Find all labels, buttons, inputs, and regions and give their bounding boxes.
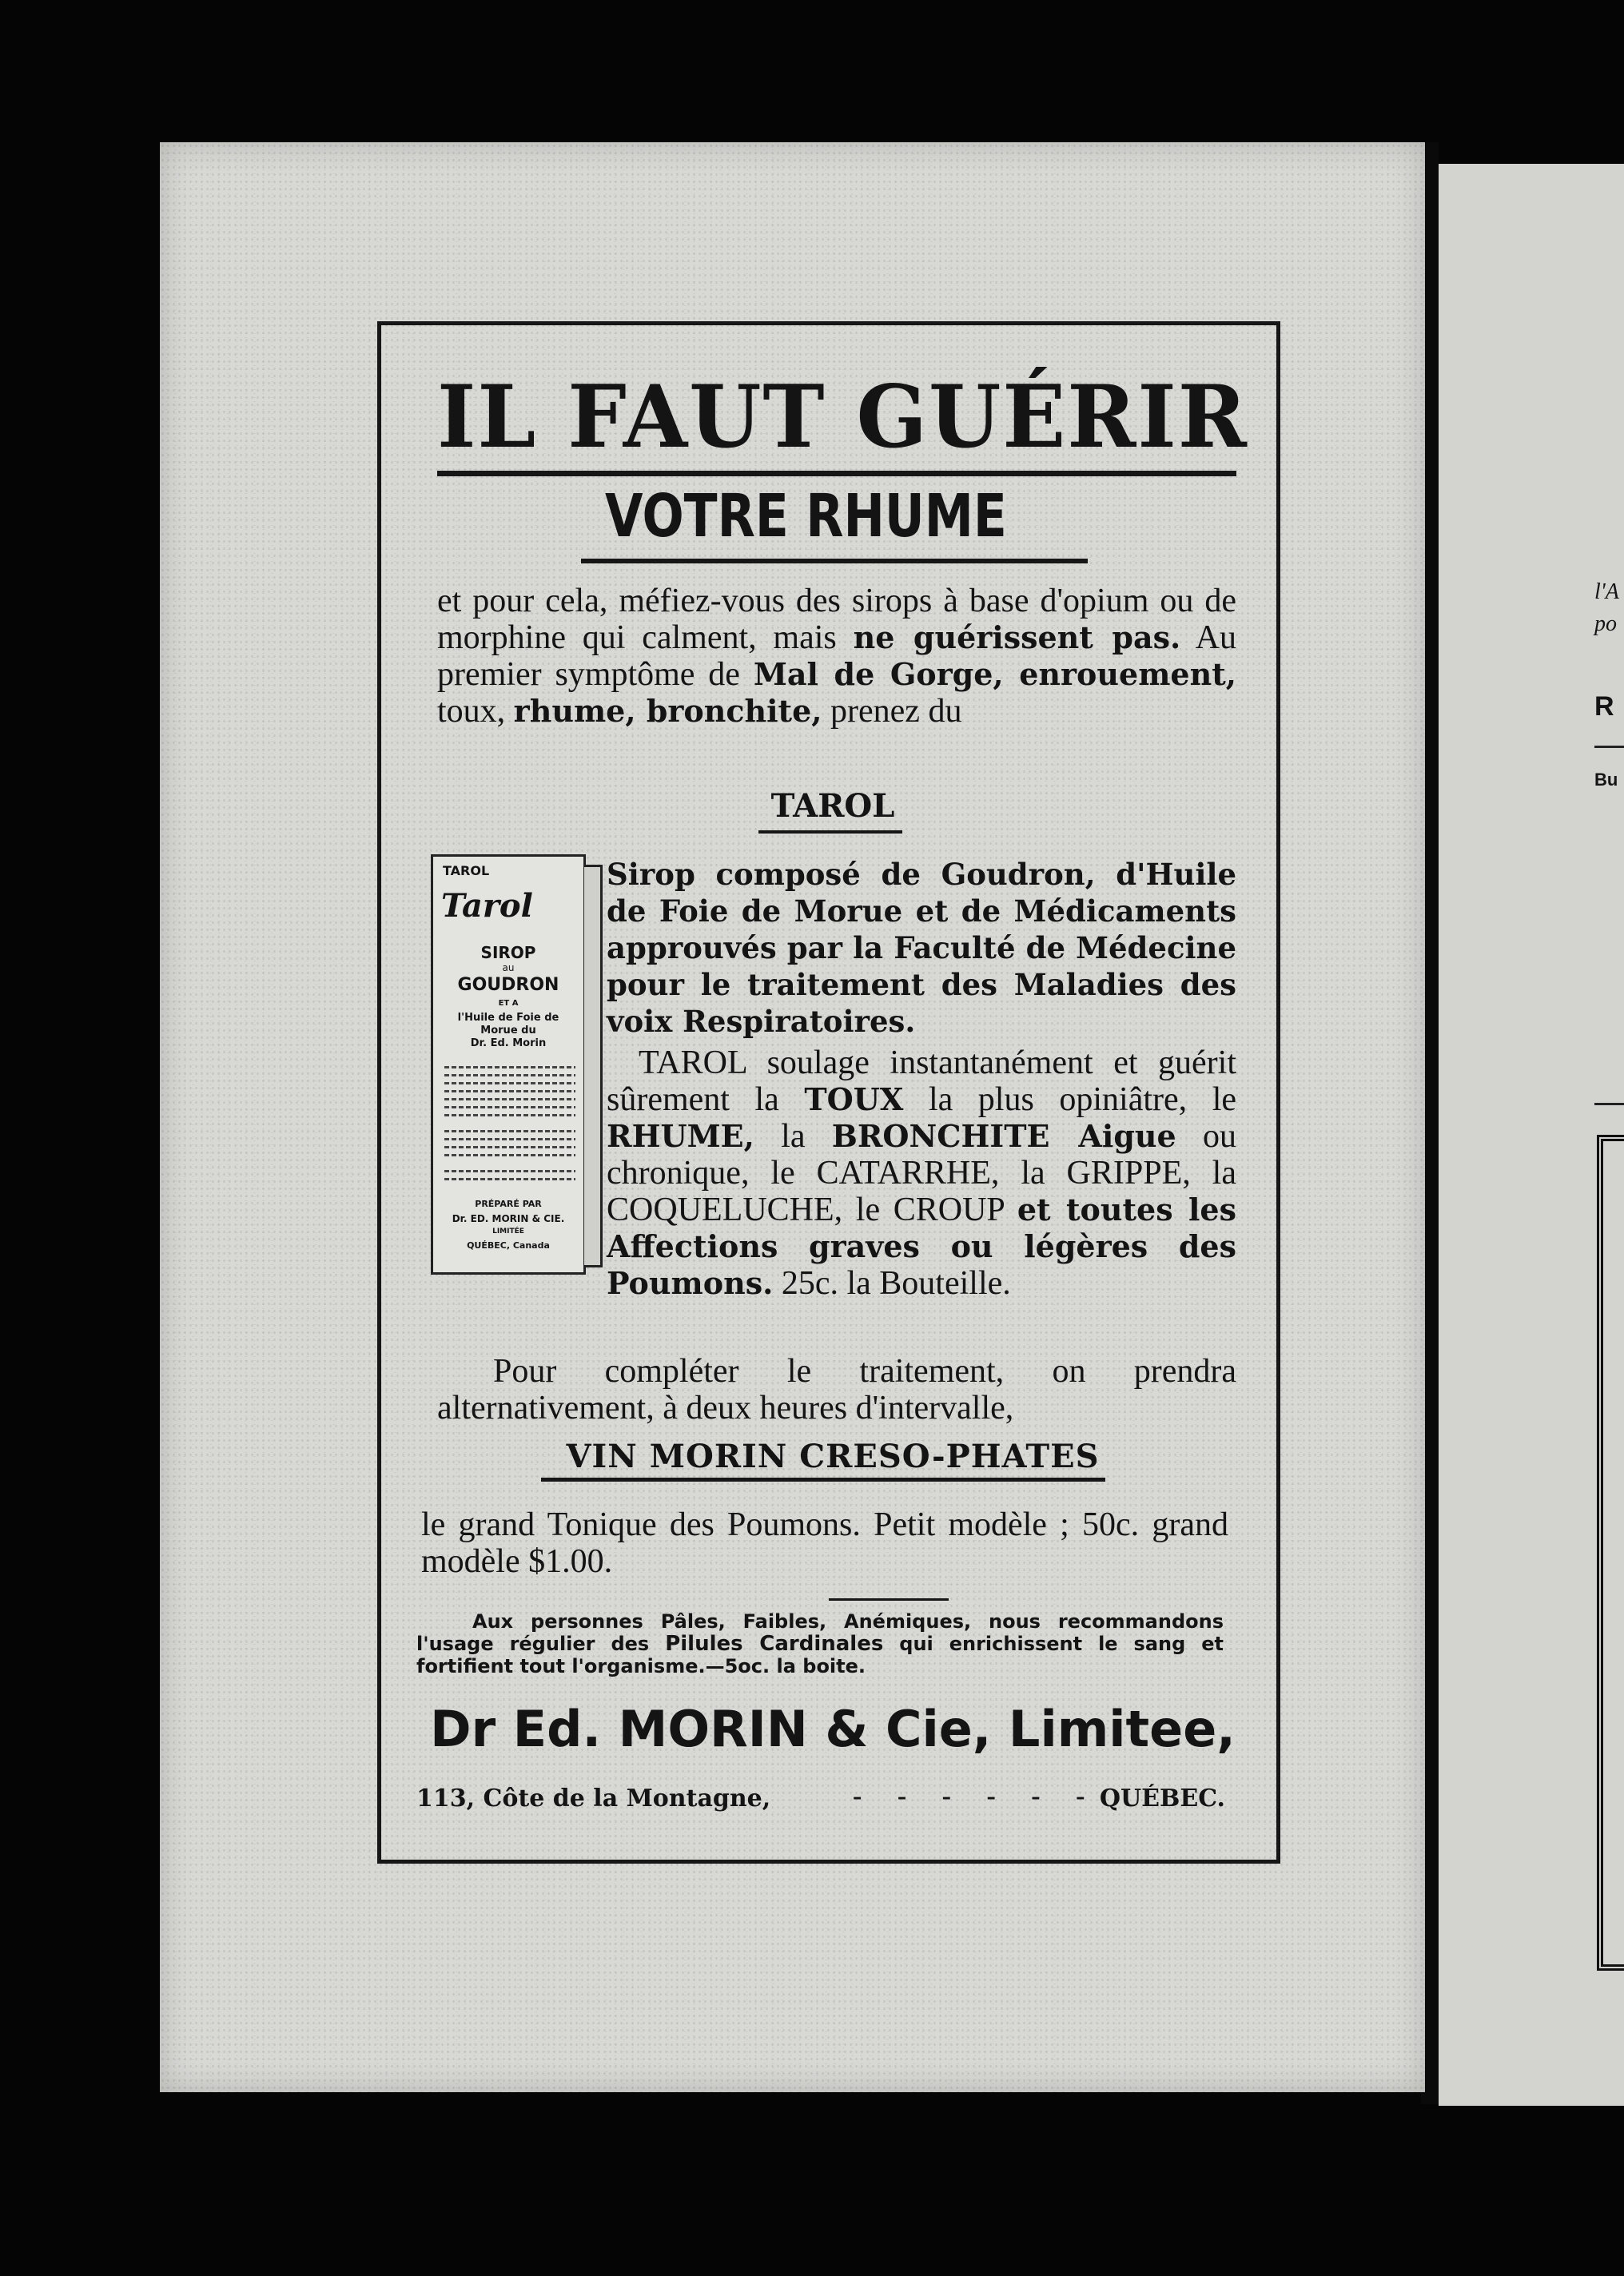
tarol-paragraph: TAROL soulage instantanément et guérit sûrement la TOUX la plus opiniâtre, le RHUME, la BRONCHITE Aigue ou chronique, le CATARRHE, la GRIPPE, la COQUELUCHE, le CROUP et toutes les Affections graves ou légères des Poumons. 25c. la Bouteille. xyxy=(607,1044,1236,1302)
bottle-line: au xyxy=(502,962,515,973)
tonic-paragraph: le grand Tonique des Poumons. Petit modèle ; 50c. grand modèle $1.00. xyxy=(421,1506,1228,1580)
bottle-line: GOUDRON xyxy=(457,975,559,995)
bottle-maker: Dr. ED. MORIN & CIE. xyxy=(452,1213,565,1224)
adjacent-text-fragment: l'A xyxy=(1594,579,1619,604)
bottle-place: QUÉBEC, Canada xyxy=(467,1240,550,1251)
bottle-line: SIROP xyxy=(480,943,536,962)
product-heading-rule xyxy=(758,830,902,834)
bottle-prepared-by: PRÉPARÉ PAR xyxy=(475,1199,542,1209)
title-rule xyxy=(437,471,1236,476)
company-address: 113, Côte de la Montagne, xyxy=(416,1785,771,1812)
adjacent-text-fragment: po xyxy=(1594,611,1617,636)
adjacent-text-fragment: R xyxy=(1594,691,1614,722)
subtitle-rule xyxy=(581,559,1088,563)
ad-subtitle: VOTRE RHUME xyxy=(605,482,1007,551)
bottle-line: l'Huile de Foie de xyxy=(457,1012,559,1024)
company-name: Dr Ed. MORIN & Cie, Limitee, xyxy=(430,1700,1236,1758)
bottle-line: Dr. Ed. Morin xyxy=(470,1037,547,1049)
pilules-note: Aux personnes Pâles, Faibles, Anémiques, nous recommandons l'usage régulier des Pilules Cardinales qui enrichissent le sang et fortifient tout l'organisme.—5oc. la boite. xyxy=(416,1610,1224,1677)
intro-paragraph: et pour cela, méfiez-vous des sirops à base d'opium ou de morphine qui calment, mais ne guérissent pas. Au premier symptôme de Mal de Gorge, enrouement, toux, rhume, bronchite, prenez du xyxy=(437,583,1237,730)
company-city: QUÉBEC. xyxy=(1099,1785,1225,1812)
bottle-line: ET A xyxy=(498,999,519,1008)
bottle-script-logo: Tarol xyxy=(441,887,533,925)
tonic-heading: VIN MORIN CRESO-PHATES xyxy=(566,1438,1100,1475)
adjacent-page xyxy=(1439,164,1624,2106)
product-heading: TAROL xyxy=(770,787,895,825)
bottle-brand-top: TAROL xyxy=(443,863,490,878)
ad-title: IL FAUT GUÉRIR xyxy=(437,367,1248,468)
adjacent-text-fragment: Bu xyxy=(1594,770,1618,790)
separator-rule xyxy=(829,1598,949,1601)
bottle-maker-sub: LIMITÉE xyxy=(492,1228,524,1235)
bottle-line: Morue du xyxy=(480,1025,536,1037)
adjacent-ornamental-border xyxy=(1597,1135,1624,1971)
advertisement-frame xyxy=(377,321,1280,1864)
adjacent-rule xyxy=(1594,746,1624,748)
complete-treatment-paragraph: Pour compléter le traitement, on prendra alternativement, à deux heures d'intervalle, xyxy=(437,1353,1236,1426)
product-description: Sirop composé de Goudron, d'Huile de Foie de Morue et de Médicaments approuvés par la Faculté de Médecine pour le traitement des Maladies des voix Respiratoires. xyxy=(607,857,1236,1039)
adjacent-rule xyxy=(1594,1103,1624,1105)
tonic-heading-rule xyxy=(541,1478,1105,1482)
address-leader-dashes: - - - - - - xyxy=(853,1781,1100,1811)
